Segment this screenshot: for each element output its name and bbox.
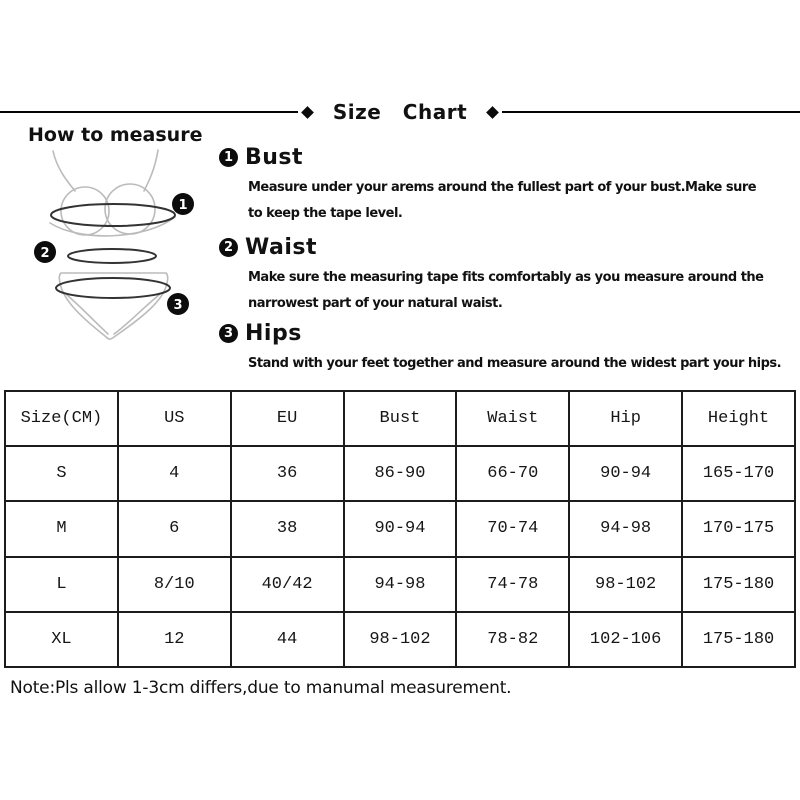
number-badge-icon: 1 — [219, 148, 238, 167]
hip-tape-line — [56, 278, 170, 298]
table-cell: 70-74 — [456, 501, 569, 556]
diagram-badge-1 — [172, 193, 194, 215]
table-cell: 165-170 — [682, 446, 795, 501]
page-header — [0, 99, 800, 125]
table-cell: 40/42 — [231, 557, 344, 612]
table-cell: 90-94 — [344, 501, 457, 556]
table-cell: 8/10 — [118, 557, 231, 612]
section-title: Waist — [245, 234, 317, 260]
number-badge-icon: 2 — [219, 238, 238, 257]
column-header: Size(CM) — [5, 391, 118, 446]
table-cell: S — [5, 446, 118, 501]
table-cell: 170-175 — [682, 501, 795, 556]
table-cell: 98-102 — [569, 557, 682, 612]
svg-text:3: 3 — [173, 298, 183, 313]
section-title: Bust — [245, 144, 304, 170]
table-cell: 12 — [118, 612, 231, 667]
table-cell: 44 — [231, 612, 344, 667]
table-cell: 4 — [118, 446, 231, 501]
diamond-icon — [486, 106, 499, 119]
section-bust-heading — [219, 144, 794, 170]
table-cell: 86-90 — [344, 446, 457, 501]
column-header: US — [118, 391, 231, 446]
column-header: Hip — [569, 391, 682, 446]
table-row — [5, 557, 795, 612]
instruction-line: Make sure the measuring tape fits comfortably as you measure around the — [248, 270, 764, 285]
table-cell: 98-102 — [344, 612, 457, 667]
section-bust-body — [248, 175, 794, 227]
table-header-row — [5, 391, 795, 446]
table-row — [5, 446, 795, 501]
how-to-measure-label: How to measure — [28, 124, 203, 146]
section-hips-heading — [219, 320, 794, 346]
table-row — [5, 612, 795, 667]
table-cell: 74-78 — [456, 557, 569, 612]
table-cell: 36 — [231, 446, 344, 501]
column-header: Bust — [344, 391, 457, 446]
header-rule-right — [502, 111, 800, 113]
table-cell: L — [5, 557, 118, 612]
column-header: EU — [231, 391, 344, 446]
table-cell: 175-180 — [682, 557, 795, 612]
instruction-line: Stand with your feet together and measure around the widest part your hips. — [248, 356, 782, 371]
instruction-line: narrowest part of your natural waist. — [248, 296, 503, 311]
svg-text:2: 2 — [40, 246, 50, 261]
table-cell: 175-180 — [682, 612, 795, 667]
measurement-note: Note:Pls allow 1-3cm differs,due to manumal measurement. — [10, 678, 512, 698]
table-cell: 102-106 — [569, 612, 682, 667]
table-cell: 90-94 — [569, 446, 682, 501]
table-cell: 38 — [231, 501, 344, 556]
diagram-badge-3 — [167, 293, 189, 315]
size-chart-table — [4, 390, 796, 668]
table-cell: M — [5, 501, 118, 556]
table-cell: 94-98 — [569, 501, 682, 556]
section-hips — [219, 320, 794, 377]
column-header: Waist — [456, 391, 569, 446]
table-row — [5, 501, 795, 556]
diamond-icon — [301, 106, 314, 119]
header-rule-left — [0, 111, 298, 113]
section-waist — [219, 234, 794, 317]
section-title: Hips — [245, 320, 302, 346]
section-waist-body — [248, 265, 794, 317]
table-cell: 66-70 — [456, 446, 569, 501]
table-cell: 78-82 — [456, 612, 569, 667]
table-cell: 6 — [118, 501, 231, 556]
table-cell: 94-98 — [344, 557, 457, 612]
instruction-line: to keep the tape level. — [248, 206, 403, 221]
diagram-badge-2 — [34, 241, 56, 263]
svg-text:1: 1 — [178, 198, 188, 213]
number-badge-icon: 3 — [219, 324, 238, 343]
bust-tape-line — [51, 204, 175, 226]
table-cell: XL — [5, 612, 118, 667]
instruction-line: Measure under your arems around the fullest part of your bust.Make sure — [248, 180, 757, 195]
waist-tape-line — [68, 249, 156, 263]
section-bust — [219, 144, 794, 227]
bikini-bottom-sketch — [59, 273, 167, 339]
section-hips-body — [248, 351, 794, 377]
section-waist-heading — [219, 234, 794, 260]
measurement-diagram — [25, 145, 220, 345]
page-title: Size Chart — [332, 100, 468, 124]
column-header: Height — [682, 391, 795, 446]
